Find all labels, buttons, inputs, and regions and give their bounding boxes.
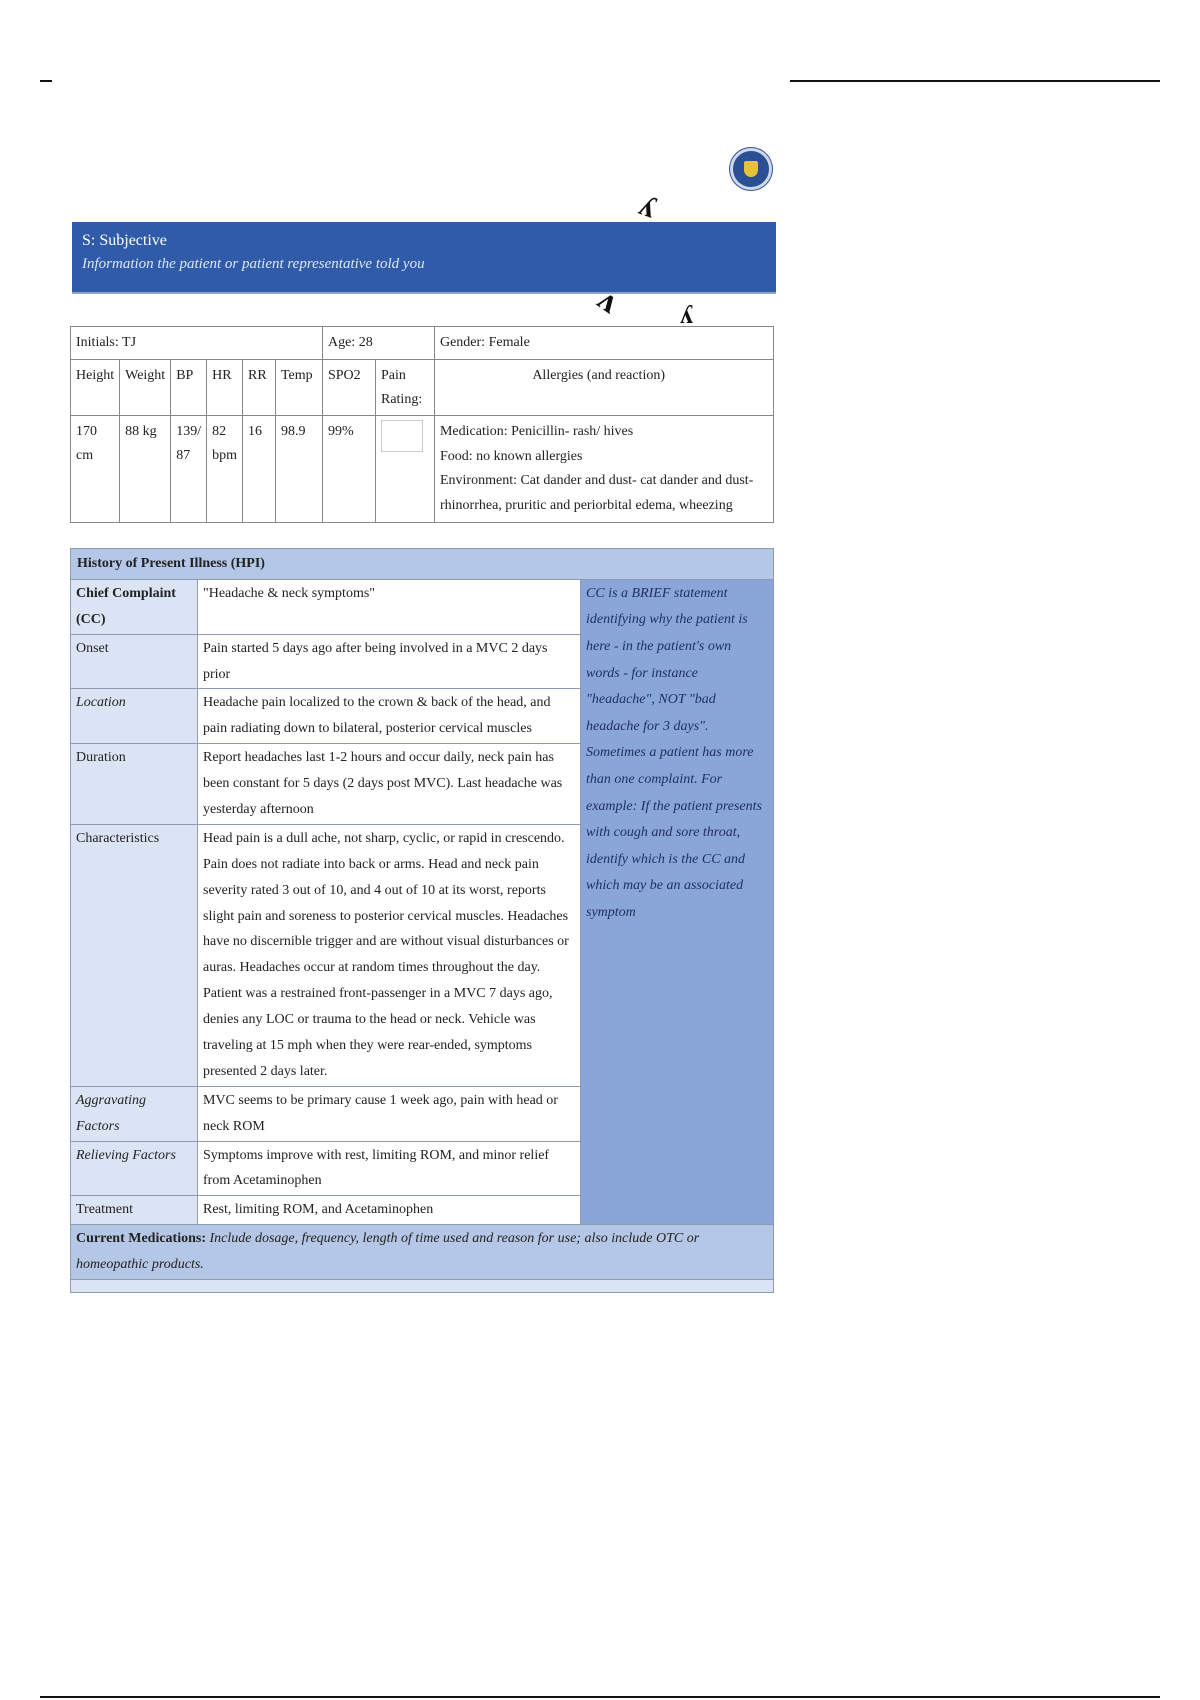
hpi-label-location: Location (71, 689, 198, 744)
vital-header: BP (171, 359, 207, 416)
hr-value: 82 bpm (207, 416, 243, 523)
footer-rule (40, 1696, 1160, 1698)
header-rule-left (40, 80, 52, 82)
pain-rating-value[interactable] (375, 416, 434, 523)
hpi-value-aggravating: MVC seems to be primary cause 1 week ago, pain with head or neck ROM (198, 1086, 581, 1141)
hpi-value-treatment: Rest, limiting ROM, and Acetaminophen (198, 1196, 581, 1225)
pen-mark-icon: ʎ (634, 188, 661, 225)
allergies-header: Allergies (and reaction) (434, 359, 773, 416)
vital-header: RR (242, 359, 275, 416)
hpi-value-duration: Report headaches last 1-2 hours and occur daily, neck pain has been constant for 5 days (2 days post MVC). Last headache was yesterday afternoon (198, 744, 581, 825)
hpi-label-duration: Duration (71, 744, 198, 825)
age-cell: Age: 28 (322, 327, 434, 360)
weight-value: 88 kg (120, 416, 171, 523)
banner-title: S: Subjective (82, 232, 167, 249)
vital-header: Pain Rating: (375, 359, 434, 416)
vital-header: HR (207, 359, 243, 416)
hpi-label-onset: Onset (71, 634, 198, 689)
hpi-table (70, 548, 774, 1293)
height-value: 170 cm (71, 416, 120, 523)
banner-subtitle: Information the patient or patient representative told you (82, 256, 425, 272)
medications-instruction: Include dosage, frequency, length of time used and reason for use; also include OTC or homeopathic products. (76, 1231, 700, 1273)
temp-value: 98.9 (275, 416, 322, 523)
hpi-label-treatment: Treatment (71, 1196, 198, 1225)
bp-value: 139/ 87 (171, 416, 207, 523)
hpi-label-chief-complaint: Chief Complaint (CC) (71, 579, 198, 634)
vital-header: Temp (275, 359, 322, 416)
allergy-environment: Environment: Cat dander and dust- cat dander and dust- rhinorrhea, pruritic and periorbital edema, wheezing (439, 473, 754, 513)
header-rule-right (790, 80, 1160, 82)
patient-vitals-table (70, 326, 774, 523)
spo2-value: 99% (322, 416, 375, 523)
hpi-section-title: History of Present Illness (HPI) (71, 549, 774, 580)
vital-header: Weight (120, 359, 171, 416)
hpi-value-relieving: Symptoms improve with rest, limiting ROM, and minor relief from Acetaminophen (198, 1141, 581, 1196)
hpi-value-location: Headache pain localized to the crown & back of the head, and pain radiating down to bilateral, posterior cervical muscles (198, 689, 581, 744)
rr-value: 16 (242, 416, 275, 523)
allergies-value (434, 416, 773, 523)
university-seal-icon (730, 148, 772, 190)
hpi-value-characteristics: Head pain is a dull ache, not sharp, cyclic, or rapid in crescendo. Pain does not radiate into back or arms. Head and neck pain severity rated 3 out of 10, and 4 out of 10 at its worst, reports slight pain and soreness to posterior cervical muscles. Headaches have no discernible trigger and are without visual disturbances or auras. Headaches occur at random times throughout the day. Patient was a restrained front-passenger in a MVC 7 days ago, denies any LOC or trauma to the head or neck. Vehicle was traveling at 15 mph when they were rear-ended, symptoms presented 2 days later. (198, 824, 581, 1086)
medications-row (71, 1280, 774, 1293)
hpi-label-relieving: Relieving Factors (71, 1141, 198, 1196)
pen-mark-icon: ʌ (591, 280, 627, 321)
hpi-value-chief-complaint: "Headache & neck symptoms" (198, 579, 581, 634)
subjective-banner (72, 222, 776, 294)
vital-header: Height (71, 359, 120, 416)
vital-header: SPO2 (322, 359, 375, 416)
current-medications-header (71, 1225, 774, 1280)
gender-cell: Gender: Female (434, 327, 773, 360)
hpi-label-aggravating: Aggravating Factors (71, 1086, 198, 1141)
pen-mark-icon: ʎ (680, 300, 693, 329)
initials-cell: Initials: TJ (71, 327, 323, 360)
medications-label: Current Medications: (76, 1231, 206, 1247)
hpi-label-characteristics: Characteristics (71, 824, 198, 1086)
cc-guidance-note: CC is a BRIEF statement identifying why the patient is here - in the patient's own words - for instance "headache", NOT "bad headache for 3 days". Sometimes a patient has more than one complaint. For example: If the patient presents with cough and sore throat, identify which is the CC and which may be an associated symptom (581, 579, 774, 1224)
hpi-value-onset: Pain started 5 days ago after being involved in a MVC 2 days prior (198, 634, 581, 689)
allergy-food: Food: no known allergies (439, 448, 583, 464)
pain-rating-box[interactable] (381, 420, 423, 452)
allergy-medication: Medication: Penicillin- rash/ hives (439, 424, 634, 440)
